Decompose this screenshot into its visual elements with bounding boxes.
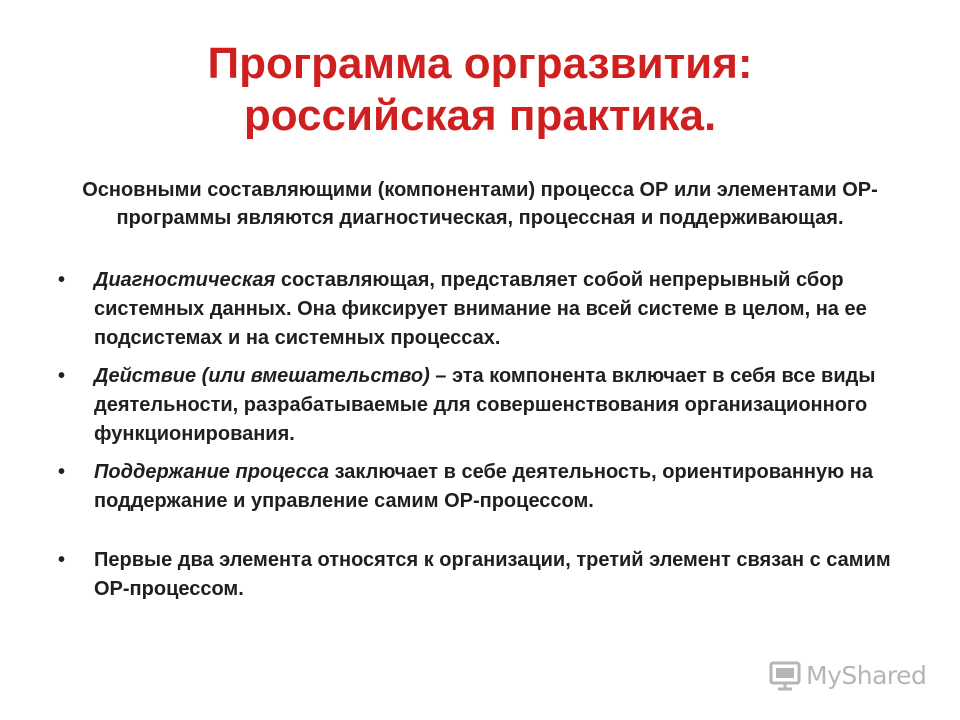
bullet-emphasis: Диагностическая: [94, 269, 276, 291]
bullet-emphasis: Поддержание процесса: [94, 461, 330, 483]
bullet-marker: •: [58, 461, 66, 483]
bullet-item-diagnostic: [54, 266, 904, 353]
bullet-marker: •: [58, 365, 66, 387]
slide-title: [0, 38, 960, 142]
bullet-text: Первые два элемента относятся к организации, третий элемент связан с самим ОР-процессом.: [94, 549, 891, 600]
slide-title-line-2: российская практика.: [243, 91, 717, 140]
bullet-text: – эта компонента включает в себя все виды деятельности, разрабатываемые для совершенствования организационного функционирования.: [94, 365, 876, 445]
myshared-watermark: [768, 656, 926, 694]
bullet-text: составляющая, представляет собой непрерывный сбор системных данных. Она фиксирует внимание на всей системе в целом, на ее подсистемах и на системных процессах.: [94, 269, 867, 349]
watermark-text: MyShared: [806, 660, 927, 690]
bullet-text: заключает в себе деятельность, ориентированную на поддержание и управление самим ОР-процессом.: [94, 461, 873, 512]
bullet-item-summary: [54, 546, 904, 604]
intro-paragraph: Основными составляющими (компонентами) процесса ОР или элементами ОР-программы являются диагностическая, процессная и поддерживающая.: [82, 179, 878, 229]
bullet-marker: •: [58, 549, 66, 571]
slide-title-line-1: Программа оргразвития:: [207, 39, 753, 88]
bullet-item-action: [54, 362, 904, 449]
bullet-marker: •: [58, 269, 66, 291]
bullet-emphasis: Действие (или вмешательство): [94, 365, 430, 387]
bullet-item-maintenance: [54, 458, 904, 516]
presentation-board-icon: [768, 658, 802, 692]
bullet-list: [54, 266, 904, 613]
